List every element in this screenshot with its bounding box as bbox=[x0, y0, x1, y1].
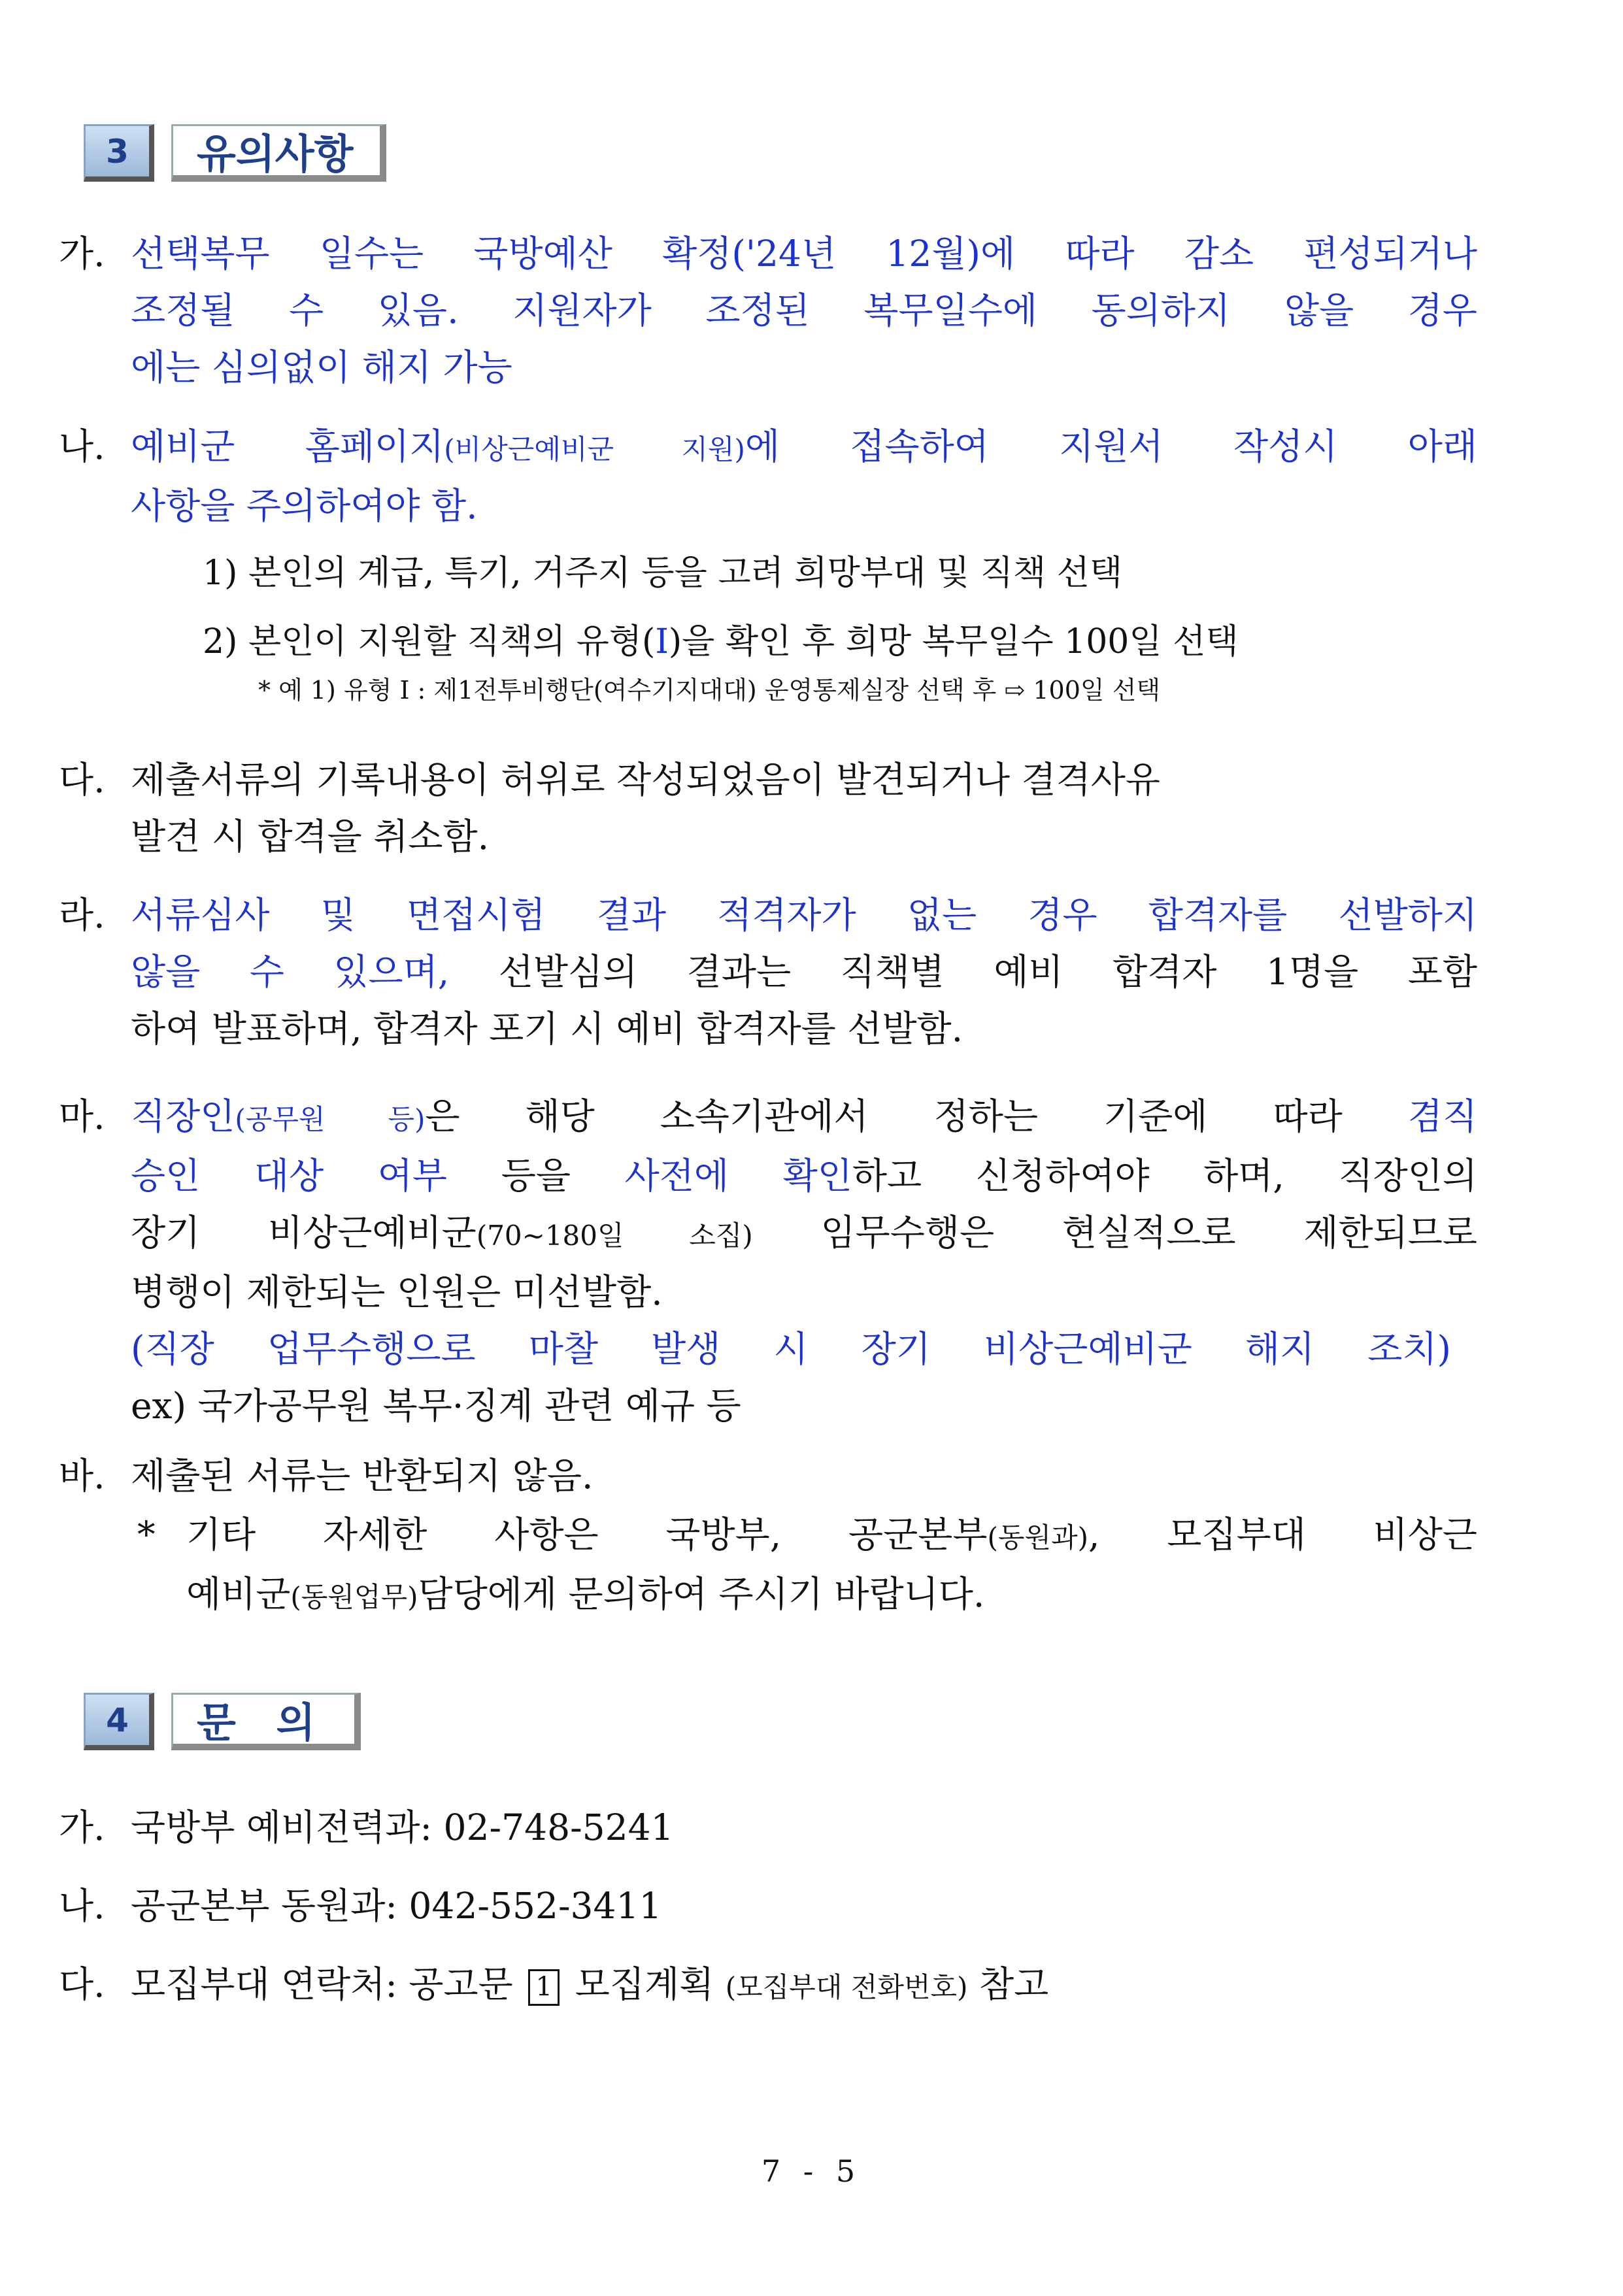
item-line: 하여 발표하며, 합격자 포기 시 예비 합격자를 선발함. bbox=[131, 1008, 963, 1050]
item-marker: 라. bbox=[59, 894, 105, 936]
item-ma bbox=[59, 1088, 1478, 1435]
page-number: 7 - 5 bbox=[761, 2154, 862, 2189]
item-marker: 나. bbox=[59, 1885, 105, 1927]
section-4-header bbox=[84, 1693, 361, 1750]
sub-item-1: 1) 본인의 계급, 특기, 거주지 등을 고려 희망부대 및 직책 선택 bbox=[203, 554, 1123, 593]
section-title: 유의사항 bbox=[171, 124, 386, 182]
item-line: 발견 시 합격을 취소함. bbox=[131, 816, 490, 857]
item-marker: 나. bbox=[59, 425, 105, 467]
item-line: 장기 비상근예비군(70~180일 소집) 임무수행은 현실적으로 제한되므로 bbox=[131, 1212, 1478, 1254]
item-line: 사항을 주의하여야 함. bbox=[131, 485, 478, 527]
contact-item bbox=[59, 1955, 1049, 2007]
section-3-header bbox=[84, 124, 386, 182]
item-line: 예비군 홈페이지(비상근예비군 지원)에 접속하여 지원서 작성시 아래 bbox=[131, 425, 1477, 467]
sub-note: * 예 1) 유형 I : 제1전투비행단(여수기지대대) 운영통제실장 선택 후 ⇨ 100일 선택 bbox=[258, 676, 1161, 705]
contact-text: 모집계획 bbox=[575, 1963, 714, 2005]
section-number: 4 bbox=[84, 1693, 154, 1750]
item-ra bbox=[59, 887, 1477, 1057]
item-marker: * bbox=[137, 1514, 156, 1556]
section-title: 문 의 bbox=[171, 1693, 361, 1750]
contact-item bbox=[59, 1877, 662, 1929]
item-line: 서류심사 및 면접시험 결과 적격자가 없는 경우 합격자를 선발하지 bbox=[131, 894, 1477, 936]
item-marker: 가. bbox=[59, 1806, 105, 1848]
contact-text: 참고 bbox=[979, 1963, 1049, 2005]
item-marker: 마. bbox=[59, 1095, 105, 1137]
item-line: 않을 수 있으며, 선발심의 결과는 직책별 예비 합격자 1명을 포함 bbox=[131, 951, 1477, 993]
section-number: 3 bbox=[84, 124, 154, 182]
item-marker: 바. bbox=[59, 1455, 105, 1497]
item-line: 제출서류의 기록내용이 허위로 작성되었음이 발견되거나 결격사유 bbox=[131, 759, 1161, 801]
item-line: 에는 심의없이 해지 가능 bbox=[131, 346, 512, 388]
item-na bbox=[59, 418, 1477, 535]
boxed-number: 1 bbox=[528, 1969, 560, 2006]
item-line: 제출된 서류는 반환되지 않음. bbox=[131, 1455, 594, 1497]
item-line: ex) 국가공무원 복무·징계 관련 예규 등 bbox=[131, 1385, 741, 1427]
item-marker: 다. bbox=[59, 1963, 105, 2005]
contact-item bbox=[59, 1799, 674, 1850]
item-da bbox=[59, 752, 1161, 865]
item-line: 직장인(공무원 등)은 해당 소속기관에서 정하는 기준에 따라 겸직 bbox=[131, 1095, 1478, 1137]
item-line: 조정될 수 있음. 지원자가 조정된 복무일수에 동의하지 않을 경우 bbox=[131, 290, 1477, 331]
contact-text: (모집부대 전화번호) bbox=[725, 1971, 968, 2003]
item-line: (직장 업무수행으로 마찰 발생 시 장기 비상근예비군 해지 조치) bbox=[131, 1328, 1451, 1370]
item-line: 선택복무 일수는 국방예산 확정('24년 12월)에 따라 감소 편성되거나 bbox=[131, 233, 1477, 275]
sub-item-2: 2) 본인이 지원할 직책의 유형(I)을 확인 후 희망 복무일수 100일 선택 bbox=[203, 622, 1239, 661]
item-ba bbox=[59, 1448, 594, 1505]
contact-text: 공군본부 동원과: 042-552-3411 bbox=[131, 1885, 662, 1927]
item-line: 병행이 제한되는 인원은 미선발함. bbox=[131, 1271, 663, 1313]
item-note bbox=[137, 1506, 1477, 1625]
item-line: 승인 대상 여부 등을 사전에 확인하고 신청하여야 하며, 직장인의 bbox=[131, 1155, 1477, 1197]
item-line: 기타 자세한 사항은 국방부, 공군본부(동원과), 모집부대 비상근 bbox=[186, 1514, 1477, 1556]
item-line: 예비군(동원업무)담당에게 문의하여 주시기 바랍니다. bbox=[186, 1573, 985, 1615]
item-ga bbox=[59, 225, 1477, 396]
item-marker: 다. bbox=[59, 759, 105, 801]
item-marker: 가. bbox=[59, 233, 105, 275]
contact-text: 모집부대 연락처: 공고문 bbox=[131, 1963, 513, 2005]
contact-text: 국방부 예비전력과: 02-748-5241 bbox=[131, 1806, 674, 1848]
